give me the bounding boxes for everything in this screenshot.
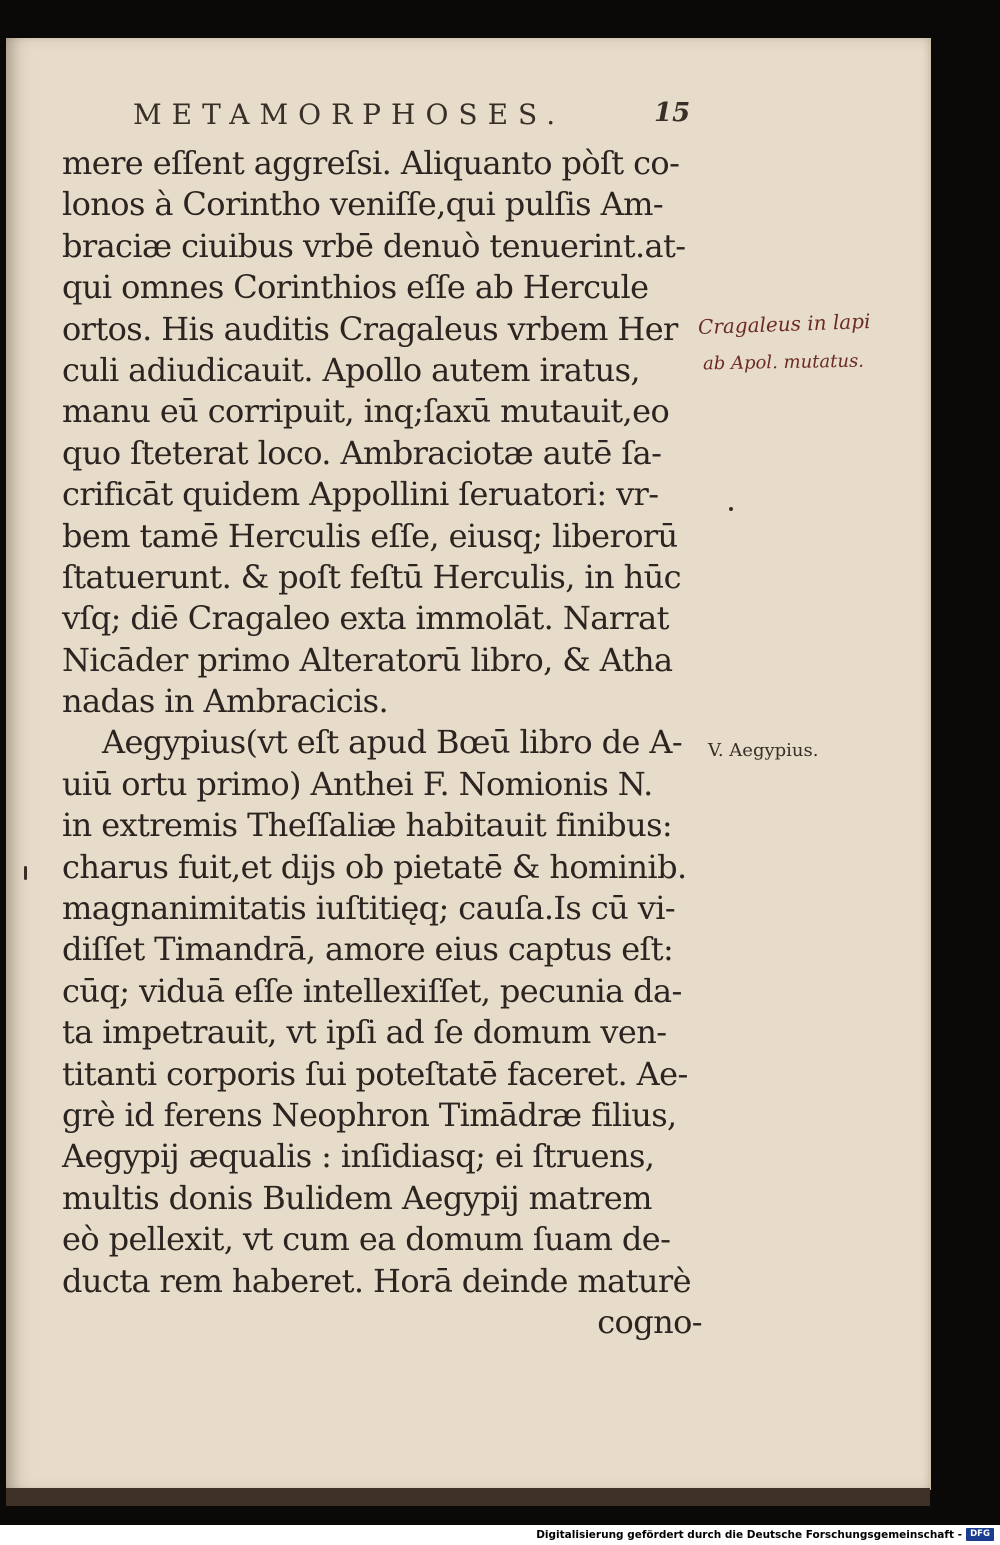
text-line: cūq; viduā eſſe intellexiſſet, pecunia da-	[62, 971, 682, 1010]
text-line: bem tamē Herculis eſſe, eiusq; liberorū	[62, 516, 678, 555]
text-line: lonos à Corintho veniſſe,qui pulſis Am-	[62, 185, 664, 224]
catchword: cogno-	[597, 1302, 702, 1341]
text-line: charus fuit,et dijs ob pietatē & hominib.	[62, 847, 687, 886]
text-line: ducta rem haberet. Horā deinde maturè	[62, 1261, 691, 1300]
text-line: diſſet Timandrā, amore eius captus eſt:	[62, 930, 674, 969]
text-line: titanti corporis ſui poteſtatē faceret. Ae-	[62, 1054, 688, 1093]
margin-note-aegypius: V. Aegypius.	[708, 740, 819, 761]
footer-credit: Digitalisierung gefördert durch die Deutsche Forschungsgemeinschaft -	[536, 1529, 962, 1541]
text-line: in extremis Theſſaliæ habitauit finibus:	[62, 806, 673, 845]
page-edge	[6, 1488, 930, 1506]
text-line: Nicāder primo Alteratorū libro, & Atha	[62, 640, 673, 679]
text-line: magnanimitatis iuſtitięq; cauſa.Is cū vi-	[62, 889, 676, 928]
text-line: manu eū corripuit, inq;ſaxū mutauit,eo	[62, 392, 670, 431]
text-line: Aegypius(vt eſt apud Bœū libro de A-	[102, 723, 683, 762]
text-line: culi adiudicauit. Apollo autem iratus,	[62, 350, 640, 389]
body-text	[62, 143, 712, 1343]
text-line: ta impetrauit, vt ipſi ad ſe domum ven-	[62, 1013, 667, 1052]
running-head: METAMORPHOSES.	[133, 98, 566, 131]
text-line: ortos. His auditis Cragaleus vrbem Her	[62, 309, 678, 348]
text-line: Aegypij æqualis : inſidiasq; ei ſtruens,	[62, 1137, 655, 1176]
text-line: grè id ferens Neophron Timādræ filius,	[62, 1095, 677, 1134]
margin-note-cragaleus-1: Cragaleus in lapi	[697, 308, 871, 340]
text-line: mere eſſent aggreſsi. Aliquanto pòſt co-	[62, 144, 680, 182]
text-line: uiū ortu primo) Anthei F. Nomionis N.	[62, 764, 653, 803]
dfg-logo: DFG	[966, 1528, 994, 1541]
stray-ink-mark	[24, 866, 27, 880]
margin-note-cragaleus-2: ab Apol. mutatus.	[702, 350, 865, 375]
text-line: crificāt quidem Appollini ſeruatori: vr-	[62, 475, 659, 514]
stray-ink-mark	[729, 507, 733, 511]
page-number: 15	[654, 98, 691, 128]
text-line: quo ſteterat loco. Ambraciotæ autē ſa-	[62, 433, 662, 472]
text-line: eò pellexit, vt cum ea domum ſuam de-	[62, 1220, 671, 1259]
text-line: vſq; diē Cragaleo exta immolāt. Narrat	[62, 599, 669, 638]
text-line: ſtatuerunt. & poſt feſtū Herculis, in hūc	[62, 557, 681, 596]
text-line: nadas in Ambracicis.	[62, 682, 389, 721]
text-line: qui omnes Corinthios eſſe ab Hercule	[62, 268, 649, 307]
text-line: multis donis Bulidem Aegypij matrem	[62, 1178, 652, 1217]
text-line: braciæ ciuibus vrbē denuò tenuerint.at-	[62, 226, 686, 265]
